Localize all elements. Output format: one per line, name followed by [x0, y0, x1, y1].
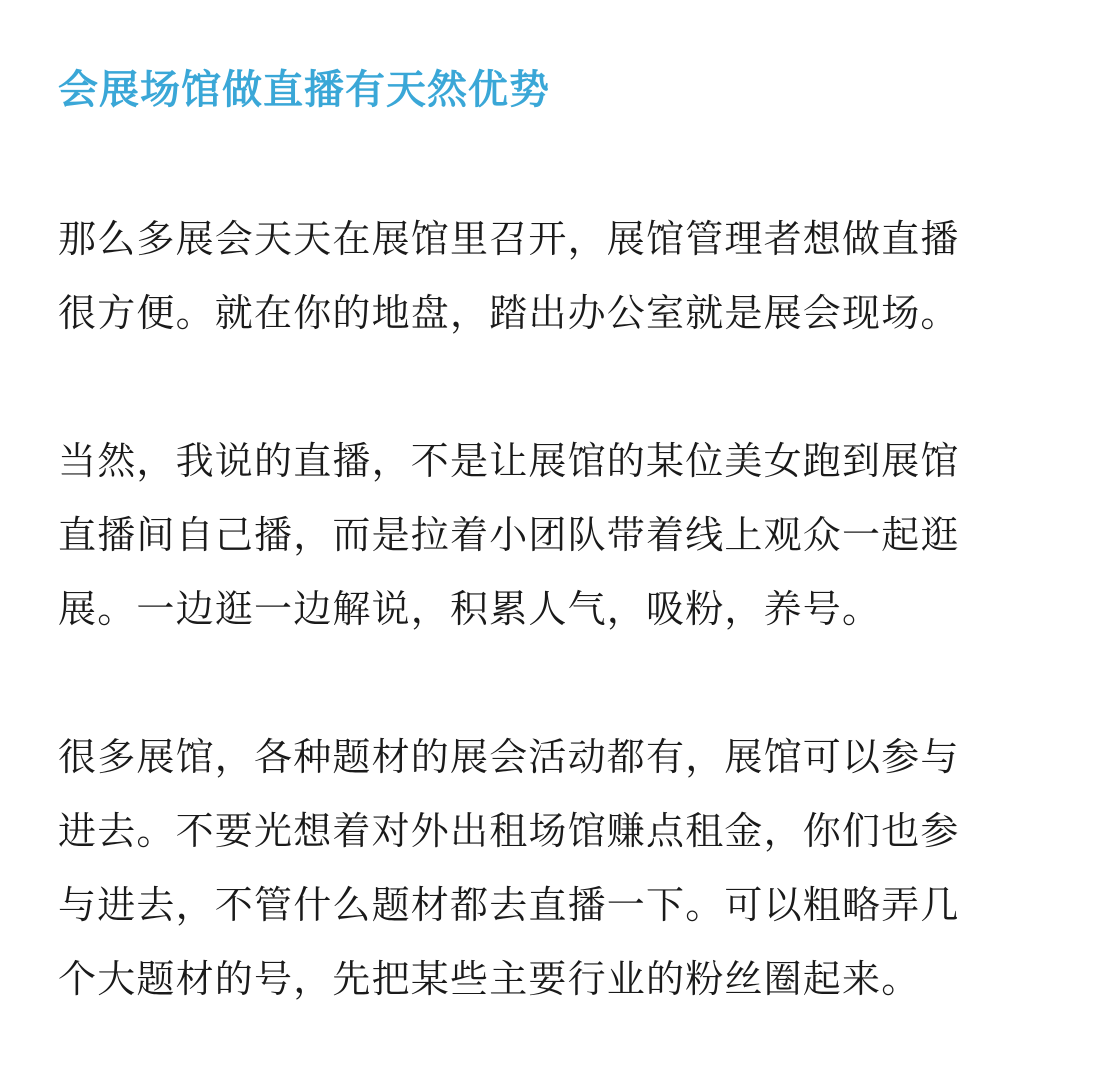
paragraph-line: 很方便。就在你的地盘，踏出办公室就是展会现场。 [58, 291, 960, 335]
article [58, 58, 1058, 1016]
paragraph-line: 那么多展会天天在展馆里召开，展馆管理者想做直播 [58, 217, 960, 261]
paragraph-line: 进去。不要光想着对外出租场馆赚点租金，你们也参 [58, 809, 960, 853]
paragraph-1 [58, 202, 1058, 350]
paragraph-line: 很多展馆，各种题材的展会活动都有，展馆可以参与 [58, 735, 960, 779]
paragraph-3 [58, 720, 1058, 1016]
paragraph-line: 当然，我说的直播，不是让展馆的某位美女跑到展馆 [58, 439, 960, 483]
paragraph-line: 展。一边逛一边解说，积累人气，吸粉，养号。 [58, 587, 882, 631]
paragraph-2 [58, 424, 1058, 646]
paragraph-line: 与进去，不管什么题材都去直播一下。可以粗略弄几 [58, 883, 960, 927]
paragraph-line: 直播间自己播，而是拉着小团队带着线上观众一起逛 [58, 513, 960, 557]
article-heading: 会展场馆做直播有天然优势 [58, 67, 550, 113]
paragraph-line: 个大题材的号，先把某些主要行业的粉丝圈起来。 [58, 957, 921, 1001]
